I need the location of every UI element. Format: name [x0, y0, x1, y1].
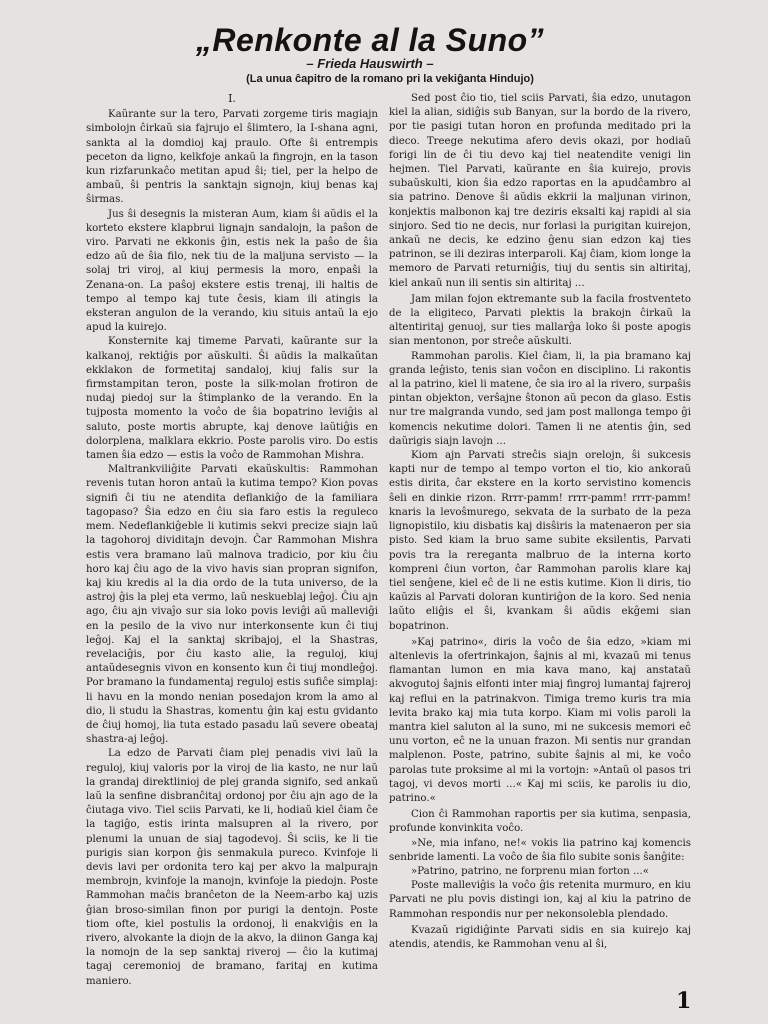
- paragraph: Kaŭrante sur la tero, Parvati zorgeme tiris magiajn simbolojn ĉirkaŭ sia fajrujo el ŝlimtero, la I-shana agni, sankta al la domdioj kaj praulo. Ofte ŝi entrempis peceton da ligno, kelkfoje ankaŭ la fingrojn, en la tason kun rizfarunkaĉo metitan apud ŝi; tiel, per la helpo de ambaŭ, ŝi pentris la sanktajn signojn, kiuj benas kaj ŝirmas.: [86, 109, 378, 206]
- paragraph: Cion ĉi Rammohan raportis per sia kutima, senpasia, profunde konvinkita voĉo.: [389, 809, 691, 835]
- paragraph: Rammohan parolis. Kiel ĉiam, li, la pia bramano kaj granda leĝisto, tenis sian voĉon en disciplino. Li rakontis al la patrino, kiel li matene, ĉe sia iro al la rivero, surpaŝis pintan objekton, verŝajne ŝtonon aŭ pecon da glaso. Estis nur tre malgranda vundo, sed jam post mallonga tempo ĝi komencis nekutime dolori. Tamen li ne atentis ĝin, sed daŭrigis siajn lavojn ...: [389, 350, 691, 447]
- paragraph: Kiom ajn Parvati streĉis siajn orelojn, ŝi sukcesis kapti nur de tempo al tempo vorton el tio, kio ankoraŭ estis dirita, ĉar ekstere en la korto servistino komencis ŝeli en dinkie rizon. Rrrr-pamm! rrrr-pamm! rrrr-pamm! knaris la levoŝmurego, sekvata de la surbato de la peza lignopistilo, kiu disbatis kaj disŝiris la matenaeron per sia pisto. Sed kiam la bruo same subite eksilentis, Parvati povis tra la rereganta malbruo de la interna korto kompreni ĉiun vorton, ĉar Rammohan parolis klare kaj tiel senĝene, kiel eĉ de li ne estis kutime. Kion li diris, tio kaŭzis al Parvati doloran kuntiriĝon de la koro. Sed nenia laŭto eliĝis el ŝi, kvankam ŝi aŭdis ekĝemi sian bopatrinon.: [389, 450, 691, 632]
- paragraph: Poste malleviĝis la voĉo ĝis retenita murmuro, en kiu Parvati ne plu povis distingi ion, kaj al kiu la patrino de Rammohan respondis nur per nekonsolebla plendado.: [389, 880, 691, 920]
- section-heading: I.: [228, 92, 236, 105]
- article-subtitle: (La unua ĉapitro de la romano pri la vekiĝanta Hindujo): [246, 73, 534, 85]
- article-author: – Frieda Hauswirth –: [306, 56, 434, 71]
- page-number: 1: [676, 988, 692, 1014]
- article-title: „Renkonte al la Suno”: [195, 22, 545, 58]
- paragraph: La edzo de Parvati ĉiam plej penadis vivi laŭ la reguloj, kiuj valoris por la viroj de lia kasto, ne nur laŭ la grandaj direktlinioj de plej granda signifo, sed ankaŭ laŭ la senfine disbranĉitaj ordonoj por ĉiu ajn ago de la ĉiutaga vivo. Tiel sciis Parvati, ke li, hodiaŭ kiel ĉiam ĉe la tagiĝo, estis irinta malsupren al la rivero, por plenumi la unuan de siaj tagodevoj. Ŝi sciis, ke li tie purigis sian korpon ĝis senmakula pureco. Kvinfoje li devis lavi per ordonita tero kaj per akvo la malpurajn membrojn, kvinfoje la manojn, kvinfoje la piedojn. Poste Rammohan maĉis branĉeton de la Neem-arbo kaj uzis ĝian broso-similan finon por purigi la dentojn. Poste tiom ofte, kiel postulis la ordonoj, li enakviĝis en la rivero, alvokante la diojn de la akvo, la diinon Ganga kaj la nomojn de la sep sanktaj riveroj — ĉio la kutimaj tagaj ceremonioj de bramano, faritaj en kutima maniero.: [86, 748, 378, 987]
- paragraph: Jam milan fojon ektremante sub la facila frostventeto de la eligiteco, Parvati plektis la brakojn ĉirkaŭ la altentiritaj genuoj, sur ties mallarĝa loko ŝi poste apogis sian mentonon, por streĉe aŭskulti.: [389, 293, 691, 348]
- paragraph: Maltrankviliĝite Parvati ekaŭskultis: Rammohan revenis tutan horon antaŭ la kutima tempo? Kion povas signifi ĉi tiu ne atendita deflankiĝo de la familiara tagopaso? Ŝia edzo en ĉiu sia faro estis la regulecо mem. Nedeflankiĝeble li kutimis sekvi precize siajn laŭ la tagohoroj dividitajn devojn. Ĉar Rammohan Mishra estis vera bramano laŭ malnova tradicio, por kiu ĉiu horo kaj ĉiu ago de la vivo havis sian propran signifon, kaj kiu kredis al la dia ordo de la tuta universo, de la astroj ĝis la plej eta vermo, laŭ neskueblaj leĝoj. Ĉiu ajn ago, ĉiu ajn vivaĵo sur sia loko povis leviĝi aŭ malleviĝi en la pesilo de la vivo nur interkonsente kun ĉi tiuj leĝoj. Kaj el la sanktaj skribajoj, el la Shastras, revelaciĝis, por ĉiu kasto alie, la reguloj, kiuj antaŭdesegnis vivon en konsento kun ĉi tiuj mondleĝoj. Por bramano la fundamentaj reguloj estis sufiĉe simplaj: li havu en la mondo nenian posedajon krom la amo al dio, li studu la Shastras, komentu ĝin kaj estu gvidanto de ĉiuj homoj, lia tuta estado pasadu laŭ severe obeataj shastra-aj leĝoj.: [86, 464, 378, 746]
- paragraph: Kvazaŭ rigidiĝinte Parvati sidis en sia kuirejo kaj atendis, atendis, ke Rammohan venu al ŝi,: [389, 924, 691, 950]
- paragraph: »Patrino, patrino, ne forprenu mian forton ...«: [411, 865, 650, 877]
- left-column: [86, 92, 378, 989]
- paragraph: Konsternite kaj timeme Parvati, kaŭrante sur la kalkanoj, rektiĝis por aŭskulti. Ŝi aŭdis la malkaŭtan ekklakon de formetitaj sandaloj, kiuj falis sur la firmstampitan teron, poste la silk-molan frotiron de nudaj piedoj sur la ŝtimplanko de la verando. En la tujposta momento la voĉo de ŝia bopatrino leviĝis al saluto, poste mortis abrupte, kaj denove laŭtiĝis en dolorplena, malklara ekkrio. Poste parolis viro. Do estis tamen ŝia edzo — estis la voĉo de Rammohan Mishra.: [86, 336, 378, 462]
- paragraph: »Ne, mia infano, ne!« vokis lia patrino kaj komencis senbride lamenti. La voĉo de ŝia filo subite sonis ŝanĝite:: [389, 837, 691, 863]
- paragraph: Jus ŝi desegnis la misteran Aum, kiam ŝi aŭdis el la korteto ekstere klapbrui lignajn sandalojn, la paŝon de viro. Parvati ne ekkonis ĝin, estis nek la paŝo de ŝia edzo aŭ de ŝia filo, nek tiu de la maljuna servisto — la solaj tri viroj, al kiuj permesis la moro, enpaŝi la Zenana-on. La paŝoj ekstere estis trenaj, ili haltis de tempo al tempo kaj tute ĉesis, kiam ili atingis la eksteran angulon de la verando, kiu situis antaŭ la ejo apud la kuirejo.: [86, 208, 378, 334]
- right-column: [389, 92, 691, 952]
- paragraph: Sed post ĉio tio, tiel sciis Parvati, ŝia edzo, unutagon kiel la alian, sidiĝis sub Banyan, sur la bordo de la rivero, por tie pasigi tutan horon en profunda meditado pri la dieco. Treege nekutima afero devis okazi, por hodiaŭ forigi lin de ĉi tiu devo kaj tiel neatendite venigi lin hejmen. Tiel Parvati, kaŭrante en ŝia kuirejo, provis subaŭskulti, kion ŝia edzo raportas en la apudĉambro al sia patrino. Denove ŝi aŭdis ekkrii la maljunan virinon, konjektis malbonon kaj tre deziris eksalti kaj rapidi al sia sinjoro. Sed tio ne decis, nur forlasi la purigitan kuirejon, ankaŭ ne decis, ke edzino ĝenu sian edzon kaj ties patrinon, se ili deziras interparoli. Kaj ĉiam, kiom longe la memoro de Parvati returniĝis, tiuj du sentis sin altiritaj, kiel ankaŭ nun ili sentis sin altiritaj ...: [389, 93, 691, 289]
- paragraph: »Kaj patrino«, diris la voĉo de ŝia edzo, »kiam mi altenlevis la ofertrinkajon, ŝajnis al mi, kvazaŭ mi tenus flamantan lumon en mia kava mano, kaj anstataŭ akvogutoj ŝajnis elfonti inter miaj fingroj lumantaj fajreroj kaj reflui en la patrinakvon. Timiga tremo kuris tra mia levita brako kaj mia tuta korpo. Kiam mi volis paroli la mantra kiel saluton al la suno, mi ne sukcesis memori eĉ unu vorton, eĉ ne la unuan frazon. Mi sentis nur grandan malplenon. Poste, patrino, subite ŝajnis al mi, ke voĉo parolas tute proksime al mi la vortojn: »Antaŭ ol pasos tri tagoj, vi devos morti ...« Kaj mi sciis, ke parolis iu dio, patrino.«: [389, 636, 691, 804]
